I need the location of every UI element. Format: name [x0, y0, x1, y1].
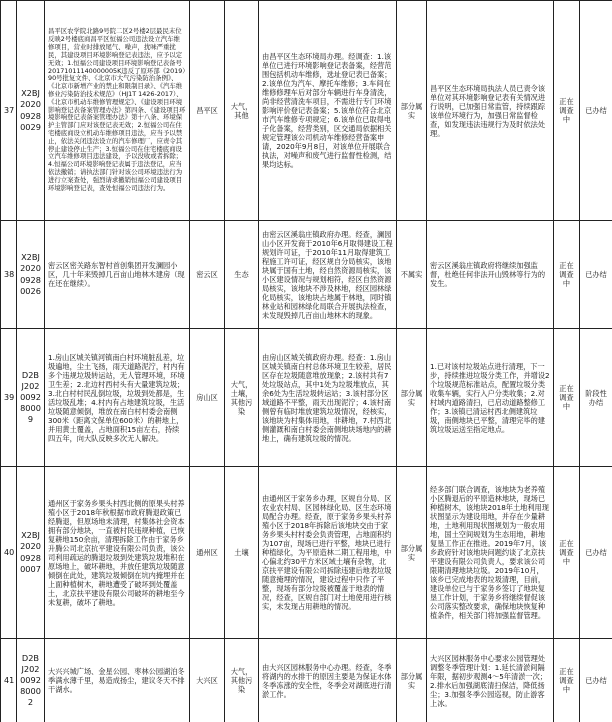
pollution-type: 土壤 [225, 467, 259, 639]
case-id: D2B J202 0092 8000 2 [17, 639, 45, 722]
handling-action: 昌平区生态环境局执法人员已责令该单位对其环境影响登记表有关情况进行说明，已加强日常监管，持续跟踪该单位环境行为，加强日常监督检查，如发现违法违规行为及时依法处理。 [427, 1, 554, 221]
investigation-result: 由通州区于家务乡办理，区规自分局、区农业农村局、区园林绿化局、区生态环境局配合办理。经查，原于家务乡果头村养殖小区于2018年拆除后该地块交由于家务乡果头村村委会负责管理，占地面积约为107亩，现场已进行平整，地块已进行种植绿化，为平原造林二期工程用地，中心偏北约30平方米区域土壤有杂物，北京扶平建设有限公司拆除违建后地表垃圾随意掩埋的情况，建设过程中只作了平整，现场有部分垃圾被覆盖于地表的情况，经查，区规自部门对土地使用进行核实，未发现占用耕地的情况。 [259, 467, 397, 639]
row-number: 38 [1, 221, 17, 329]
row-number: 39 [1, 329, 17, 467]
verification-status: 部分属实 [397, 1, 427, 221]
pollution-type: 大气，土壤，其他污染 [225, 329, 259, 467]
completion-status: 已办结 [580, 467, 612, 639]
rectification-status: 正在调查中 [554, 329, 580, 467]
completion-status: 已办结 [580, 639, 612, 722]
complaint-text: 1.房山区城关镇河镇南白村环境脏乱差，垃圾遍地，尘土飞扬，雨天道路泥泞，村内有多个违规垃圾转运站，无人管理环境，环境卫生差；2.北边村西村头有大量建筑垃圾；3.北白村村民乱倒垃圾，垃圾到处都是，生活垃圾乱堆；4.村内有占地建筑垃圾，生活垃圾随意倾倒，堆放在南白村村委会南侧300米（距离文保单位600米）的耕地上，并用黄土覆盖，占地面积15亩左右，持续四五年，向大队反映多次无人解决。 [45, 329, 190, 467]
handling-action: 大兴区园林服务中心要求公园管理处调整冬季管理计划：1.延长清淤间隔年限，据初步观测4～5年清淤一次；2.排水后加强湖底清扫保洁，降低扬尘；3.加强冬季公园巡视，防止游客上冰。 [427, 639, 554, 722]
handling-action: 1.已对该村垃圾站点进行清理，下一步，持续推进垃圾分类工作，并增设2个垃圾规范标准站点，配置垃圾分类收集车辆，实行入户分类收集；2.对村域内道路清扫，已启动道路整修工作；3.该镇已清运村西北侧建筑垃圾，南侧地块已平整，清理完毕的建筑垃圾运送至指定地点。 [427, 329, 554, 467]
verification-status: 部分属实 [397, 467, 427, 639]
completion-status: 阶段性办结 [580, 329, 612, 467]
district: 通州区 [190, 467, 225, 639]
investigation-result: 由密云区溪翁庄镇政府办理。经查，澜园山小区开发商于2010年6月取得建设工程规划许可证，于2010年11月取得建筑工程施工许可证，经区规自分局核实，该地块属于国有土地，经自然资源局核实，该小区建设情况与规划相符，经区自然资源局核实，该地块不涉及林地，经区园林绿化局核实，该地块占地属于林地，同时镇林业站和园林绿化局联合开展执法检查，未发现毁掉几百亩山地林木的现象。 [259, 221, 397, 329]
case-id: X2BJ 2020 0928 0029 [17, 1, 45, 221]
complaint-text: 密云区密关路东智村首创集团开发澜园小区，几十年来毁掉几百亩山地林木建房（现在还在继续）。 [45, 221, 190, 329]
complaint-text: 通州区于家务乡果头村西北侧的原果头村养殖小区于2018年秋根据市政府腾退政策已经腾退，但原场地未清理，村集体社会资本拥有部分地块，一直被村民违规种植，已恢复耕地150余亩，清理拆除工作由于家务乡升腾公司北京抗平建设有限公司负责，该公司利用疏运的腾退垃圾到处建筑垃圾堆积在原场地上，破坏耕地，并放任建筑垃圾随意倾倒在此处，建筑垃圾倾倒在坑内掩埋并在上面种植树木，耕地遭受了破坏到处覆盖土，北京扶平建设有限公司破坏的耕地至今未复耕，破坏了耕地。 [45, 467, 190, 639]
rectification-status: 正在调查中 [554, 639, 580, 722]
row-number: 37 [1, 1, 17, 221]
case-id: X2BJ 2020 0928 0026 [17, 221, 45, 329]
district: 昌平区 [190, 1, 225, 221]
table-row [1, 221, 612, 329]
table-row [1, 467, 612, 639]
district: 密云区 [190, 221, 225, 329]
row-number: 41 [1, 639, 17, 722]
investigation-result: 由房山区城关镇政府办理。经查：1.房山区城关镇南白村总体环境卫生较差，居民区存在垃圾随意堆放现象；2.该村共有7处垃圾站点，其中1处为垃圾堆放点，其余6处为生活垃圾转运站；3.该村部分区域道路不平整，雨天出现泥泞；4.该村南侧曾有临时堆放建筑垃圾情况，经核实，该地块为村集体用地，非耕地，7.村西北侧灌溉和南白村委会南侧地块场地内的耕地上，确有建筑垃圾的情况。 [259, 329, 397, 467]
district: 房山区 [190, 329, 225, 467]
rectification-status: 正在调查中 [554, 1, 580, 221]
table-row [1, 639, 612, 722]
row-number: 40 [1, 467, 17, 639]
completion-status: 已办结 [580, 221, 612, 329]
investigation-result: 由大兴区园林服务中心办理。经查，冬季将湖内的水排干的原因主要是为保证水体冬季冻涨的安全性，冬季会对湖底进行清淤工作。 [259, 639, 397, 722]
completion-status: 已办结 [580, 1, 612, 221]
table-row [1, 329, 612, 467]
pollution-type: 生态 [225, 221, 259, 329]
table-row [1, 1, 612, 221]
pollution-type: 大气，其他 [225, 1, 259, 221]
rectification-status: 正在调查中 [554, 221, 580, 329]
complaint-text: 昌平区农学院北路9号院二区2号楼2层最民末位反映2号楼底商昌平区恒福公司违法设立汽车维修项目，营业时排放尾气、噪声，扰味严重扰民，其建设项目环境影响登记表违法，应予以定无效；1.恒福公司建设项目环境影响登记表备号20171011140000005K违反了原环部《2019）90号批复文件、《北京市大气污染防治条例》、《北京市新增产业的禁止和限制目录》、《汽车维修业污染防治技术规范》（HJ1T 1426-2017）、《北京市机动车维修管理规定》、《建设项目环境影响登记表备案管理办法》第四条、《建设项目环境影响登记表备案管理办法》第十八条、环境保护主管部门应对该登记表无效；2.恒福公司在住宅楼底商设立机动车维修项目违法，应当予以禁止，依法关闭违法设立的汽车修理厂，应责令其停止建设停止生产；3.恒福公司在住宅楼底商设立汽车维修项目违法建设，予以没收或者拆除；4.恒福公司环境影响登记表属于违法登记，应当依法撤销；请执法部门针对该公司环境违法行为进行立案查处，强烈请求撤销恒福公司建设项目环境影响登记表，查处恒福公司违法行为。 [45, 1, 190, 221]
district: 大兴区 [190, 639, 225, 722]
verification-status: 部分属实 [397, 329, 427, 467]
investigation-result: 由昌平区生态环境局办理。经调查：1.该单位已进行环境影响登记表备案，经营范围包括机动车维修，选址登记表已备案；2.该单位为汽车、摩托车维修；3.车间在维修修理车后对部分车辆进行车身清洗，尚非经营清洗车项目，不需进行专门环境影响评价登记表备案；5.该单位符合北京市汽车维修专项规定；6.该单位已取得电子化备案，经营类别，区交通局依据相关规定管理该公司机动车维修经营备案申请，2020年9月8日，对该单位开展联合执法，对噪声和废气进行监督性检测，结果均达标。 [259, 1, 397, 221]
rectification-status: 正在调查中 [554, 467, 580, 639]
case-id: X2BJ 2020 0928 0007 [17, 467, 45, 639]
handling-action: 经多部门联合调查，该地块为老养殖小区腾退后的平原造林地块，现场已种植树木，该地块2018年土地利用现状图显示为建设用地，并存在少量耕地，土地利用现状图规划为一般农用地，国土空间规划为生态用地，耕地复垦工作正在推进。2019年7月，该乡政府针对该地块问题约谈了北京扶平建设有限公司负责人，要求该公司限期清理地块垃圾。2019年10月，该乡已完成地表的垃圾清理，目前，建设单位已与于家务乡签订了地块复垦工作计划，于家务乡将继续督促该公司落实整改要求，确保地块恢复种植条件，相关部门将加强监督管理。 [427, 467, 554, 639]
case-id: D2B J202 0092 8000 9 [17, 329, 45, 467]
verification-status: 不属实 [397, 221, 427, 329]
complaint-text: 大兴兴城广场、金星公园、枣林公园湖泊冬季满水薄千里，易造成扬尘，建议冬天不排干湖水。 [45, 639, 190, 722]
verification-status: 部分属实 [397, 639, 427, 722]
handling-action: 密云区溪翁庄镇政府将继续加强监督，杜绝任何非法开山毁林等行为的发生。 [427, 221, 554, 329]
pollution-type: 大气，其他污染 [225, 639, 259, 722]
